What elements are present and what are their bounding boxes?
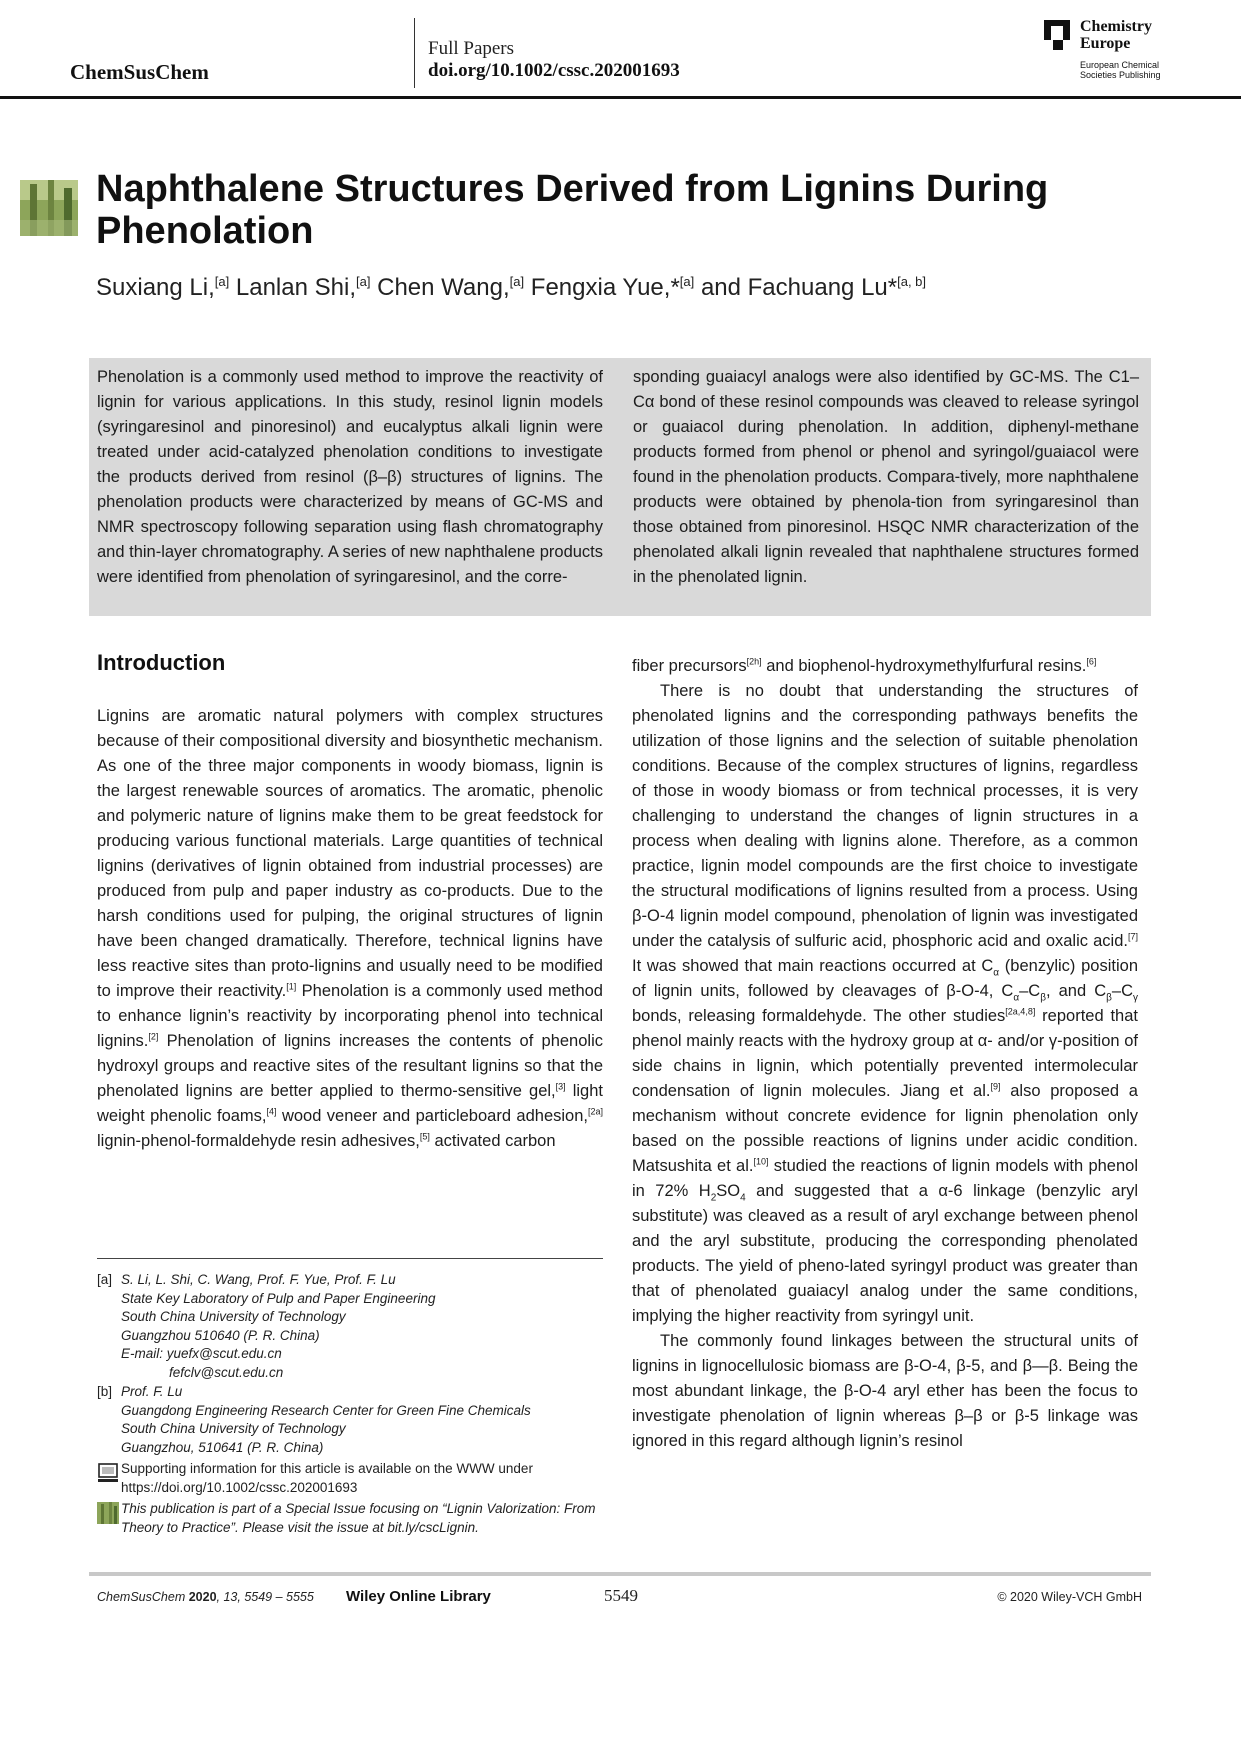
citation[interactable]: [1] [286,981,297,992]
author-name: Fengxia Yue,* [530,274,680,301]
body-text: studied the reactions of lignin models with phenol in 72% H [632,1157,1138,1200]
article-section: Full Papers [428,38,515,59]
footnotes [97,1271,617,1537]
body-text: Phenolation of lignins increases the contents of phenolic hydroxyl groups and reactive sites of the resultant lignins so that the phenolated lignins are better applied to thermo-sensitive gel, [97,1032,603,1100]
affiliation-tag: [a] [97,1272,113,1287]
body-text: lignin-phenol-formaldehyde resin adhesives, [97,1132,420,1150]
citation[interactable]: [9] [990,1081,1001,1092]
body-paragraph: The commonly found linkages between the structural units of lignins in lignocellulosic biomass are β-O-4, β-5, and β—β. Being the most abundant linkage, the β-O-4 aryl ether has been the focus to investigate phenolation of lignin whereas β–β or β-5 linkage was ignored in this regard although lignin’s resinol [632,1332,1138,1450]
supporting-info-note [97,1460,617,1497]
publisher-logo[interactable] [1044,16,1204,82]
body-text: and suggested that a α-6 linkage (benzylic aryl substitute) was cleaved as a result of aryl exchange between phenol and the aryl substitute, producing the corresponding phenolated products. The yield of pheno-lated syringyl product was greater than that of phenolated guaiacyl analog under the same conditions, implying the higher reactivity from syringyl unit. [632,1182,1138,1325]
affiliation-a [97,1271,617,1382]
body-text: bonds, releasing formaldehyde. The other studies [632,1007,1006,1025]
citation[interactable]: [2a,4,8] [1005,1006,1036,1017]
copyright: © 2020 Wiley-VCH GmbH [997,1590,1142,1604]
journal-name: ChemSusChem [70,60,209,84]
chemistry-europe-logo-icon [1044,20,1070,50]
header-rule [0,96,1241,99]
affiliation-line: S. Li, L. Shi, C. Wang, Prof. F. Yue, Prof. F. Lu [121,1272,396,1287]
logo-line2: Europe [1080,35,1131,52]
affiliation-line: South China University of Technology [121,1421,346,1436]
article-doi[interactable]: doi.org/10.1002/cssc.202001693 [428,60,680,81]
abstract-box [89,358,1151,616]
author-affiliation: [a] [355,274,371,289]
subscript: α [1013,992,1020,1004]
author-name: Suxiang Li, [96,274,215,301]
body-text: Lignins are aromatic natural polymers with complex structures because of their compositional diversity and biosynthetic mechanism. As one of the three major components in woody biomass, lignin is the largest renewable sources of aromatics. The aromatic, phenolic and polymeric nature of lignins make them to be great feedstock for producing various functional materials. Large quantities of technical lignins (derivatives of lignin obtained from industrial processes) are produced from pulp and paper industry as co-products. Due to the harsh conditions used for pulping, the original structures of lignin have been changed dramatically. Therefore, technical lignins have less reactive sites than proto-lignins and usually need to be modified to improve their reactivity. [97,707,603,1000]
author-affiliation: [a] [509,274,525,289]
body-text: also proposed a mechanism without concrete evidence for lignin phenolation only based on the possible reactions of lignins under acidic condition. Matsushita et al. [632,1082,1138,1175]
header-divider [414,18,415,88]
author-affiliation: [a, b] [897,274,927,289]
footer-year: 2020 [188,1590,217,1604]
logo-sub2: Societies Publishing [1080,70,1161,80]
author-affiliation: [a] [679,274,695,289]
author-affiliation: [a] [214,274,230,289]
supporting-info-text[interactable]: Supporting information for this article is available on the WWW under https://doi.org/10.1002/cssc.202001693 [121,1461,533,1495]
citation[interactable]: [2h] [746,656,762,667]
citation[interactable]: [4] [266,1106,277,1117]
body-paragraph [632,679,1138,1329]
logo-line1: Chemistry [1080,18,1152,35]
footer-journal: ChemSusChem [97,1590,186,1604]
body-text: and biophenol-hydroxymethylfurfural resins. [761,657,1087,675]
body-text: reported that phenol mainly reacts with the hydroxy group at α- and/or γ-position of side chains in lignin, which potentially prevented intermolecular condensation of lignin molecules. Jiang et al. [632,1007,1138,1100]
body-text: light weight phenolic foams, [97,1082,603,1125]
subscript: γ [1133,992,1138,1004]
affiliation-line: Guangzhou 510640 (P. R. China) [121,1327,320,1343]
email-line[interactable]: fefclv@scut.edu.cn [169,1364,284,1380]
citation[interactable]: [5] [419,1131,430,1142]
affiliation-line: Prof. F. Lu [121,1384,183,1399]
body-text: (benzylic) position of lignin units, followed by cleavages of β-O-4, C [632,957,1138,1000]
body-right-column [632,654,1138,1454]
citation[interactable]: [2] [148,1031,159,1042]
affiliation-line: State Key Laboratory of Pulp and Paper Engineering [121,1290,436,1306]
author-name: and Fachuang Lu* [700,274,898,301]
footer-volume-pages: , 13, 5549 – 5555 [216,1590,314,1604]
body-text: fiber precursors [632,657,747,675]
wiley-online-library-link[interactable]: Wiley Online Library [346,1588,491,1605]
footer-citation [97,1590,314,1604]
subscript: β [1040,992,1046,1004]
body-text: Phenolation is a commonly used method to enhance lignin’s reactivity by incorporating phenol into technical lignins. [97,982,603,1050]
subscript: β [1106,992,1112,1004]
special-issue-icon [20,180,78,236]
citation[interactable]: [7] [1127,931,1138,942]
affiliation-line: Guangdong Engineering Research Center for Green Fine Chemicals [121,1402,531,1418]
body-text: activated carbon [429,1132,556,1150]
computer-icon [97,1462,119,1484]
footer-rule [89,1572,1151,1576]
body-text: –C [1019,982,1041,1000]
body-text: SO [716,1182,741,1200]
author-list [96,274,1156,302]
article-title: Naphthalene Structures Derived from Lignins During Phenolation [96,168,1049,252]
logo-sub1: European Chemical [1080,60,1160,70]
body-left-column [97,704,603,1154]
intro-paragraph [97,704,603,1154]
introduction-heading: Introduction [97,650,226,675]
citation[interactable]: [3] [555,1081,566,1092]
page-number: 5549 [604,1586,638,1605]
subscript: α [993,967,1000,979]
affiliation-tag: [b] [97,1384,113,1399]
footnote-rule [97,1258,603,1259]
email-line[interactable]: E-mail: yuefx@scut.edu.cn [121,1346,282,1361]
special-issue-note [97,1500,617,1537]
citation[interactable]: [10] [753,1156,769,1167]
special-issue-text[interactable]: This publication is part of a Special Issue focusing on “Lignin Valorization: From Theory to Practice”. Please visit the issue at bit.ly/cscLignin. [121,1501,596,1535]
author-name: Chen Wang, [377,274,510,301]
special-issue-small-icon [97,1502,119,1524]
abstract-right-column: sponding guaiacyl analogs were also identified by GC-MS. The C1–Cα bond of these resinol compounds was cleaved to release syringol or guaiacol during phenolation. In addition, diphenyl-methane products formed from phenol or phenol and syringol/guaiacol were found in the phenolation products. Compara-tively, more naphthalene products were obtained by phenola-tion from syringaresinol than those obtained from pinoresinol. HSQC NMR characterization of the phenolated alkali lignin revealed that naphthalene structures formed in the phenolated lignin. [633,368,1139,586]
body-text: –C [1111,982,1133,1000]
subscript: 2 [710,1192,717,1204]
body-paragraph [632,654,1138,679]
affiliation-b [97,1383,617,1457]
affiliation-line: South China University of Technology [121,1309,346,1324]
abstract-left-column: Phenolation is a commonly used method to improve the reactivity of lignin for various applications. In this study, resinol lignin models (syringaresinol and pinoresinol) and eucalyptus alkali lignin were treated under acid-catalyzed phenolation conditions to investigate the products derived from resinol (β–β) structures of lignins. The phenolation products were characterized by means of GC-MS and NMR spectroscopy following separation using flash chromatography and thin-layer chromatography. A series of new naphthalene products were identified from phenolation of syringaresinol, and the corre- [97,368,604,586]
citation[interactable]: [2a] [587,1106,603,1117]
citation[interactable]: [6] [1086,656,1097,667]
subscript: 4 [740,1192,746,1204]
body-text: It was showed that main reactions occurred at C [632,957,994,975]
author-name: Lanlan Shi, [235,274,356,301]
body-text: There is no doubt that understanding the structures of phenolated lignins and the corresponding pathways benefits the utilization of those lignins and the selection of suitable phenolation conditions. Because of the complex structures of lignins, regardless of those in woody biomass or from technical processes, it is very challenging to understand the changes of lignin structures in a process when dealing with lignins alone. Therefore, as a common practice, lignin model compounds are the first choice to investigate the structural modifications of lignins resulted from a process. Using β-O-4 lignin model compound, phenolation of lignin was investigated under the catalysis of sulfuric acid, phosphoric acid and oxalic acid. [632,682,1138,950]
body-text: wood veneer and particleboard adhesion, [276,1107,588,1125]
body-text: , and C [1045,982,1107,1000]
affiliation-line: Guangzhou, 510641 (P. R. China) [121,1439,324,1455]
